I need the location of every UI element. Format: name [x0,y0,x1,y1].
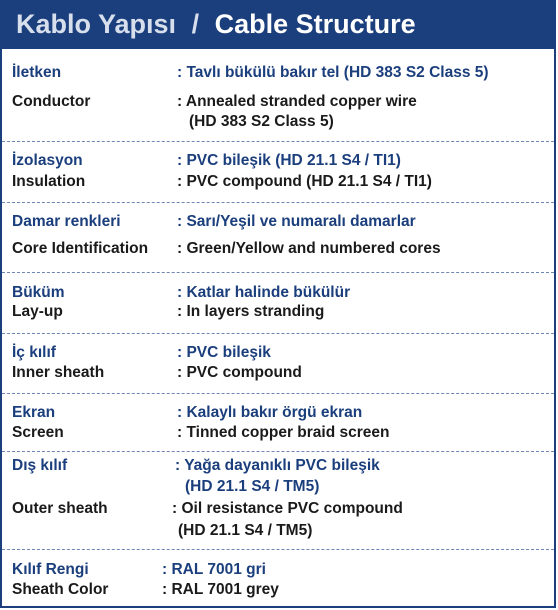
spec-label-en: Inner sheath [12,364,105,381]
row-divider [2,272,554,273]
spec-value-en: : In layers stranding [177,303,325,320]
row-core-id-en [12,240,441,258]
spec-label-en: Sheath Color [12,581,109,598]
spec-value-en: : Green/Yellow and numbered cores [177,240,441,257]
spec-label-tr: Ekran [12,404,56,421]
header-separator: / [191,9,200,39]
spec-value-en-cont: (HD 383 S2 Class 5) [189,113,334,130]
spec-label-tr: Damar renkleri [12,213,121,230]
row-divider [2,549,554,550]
spec-label-en: Outer sheath [12,500,108,517]
row-outer-sheath-en [12,500,403,518]
spec-value-tr: : Tavlı bükülü bakır tel (HD 383 S2 Class 5) [177,64,489,81]
row-divider [2,451,554,452]
spec-label-tr: Dış kılıf [12,457,68,474]
spec-value-en: : Oil resistance PVC compound [172,500,403,517]
row-inner-sheath-tr [12,344,271,362]
row-divider [2,141,554,142]
spec-value-en: : PVC compound (HD 21.1 S4 / TI1) [177,173,432,190]
row-screen-tr [12,404,363,422]
spec-label-tr: Büküm [12,284,65,301]
spec-label-tr: İzolasyon [12,152,83,169]
spec-label-en: Insulation [12,173,86,190]
spec-label-en: Screen [12,424,64,441]
spec-value-tr: : Yağa dayanıklı PVC bileşik [175,457,380,474]
row-insulation-en [12,173,432,191]
spec-value-en: : Tinned copper braid screen [177,424,390,441]
row-sheath-color-en [12,581,279,599]
spec-value-en: : Annealed stranded copper wire [177,93,417,110]
spec-value-en: : RAL 7001 grey [162,581,279,598]
row-divider [2,393,554,394]
spec-value-tr: : Kalaylı bakır örgü ekran [177,404,363,421]
header-title-english: Cable Structure [214,9,416,39]
spec-label-en: Conductor [12,93,91,110]
spec-label-tr: İç kılıf [12,344,56,361]
spec-value-tr-cont: (HD 21.1 S4 / TM5) [185,478,320,495]
spec-value-tr: : PVC bileşik (HD 21.1 S4 / TI1) [177,152,401,169]
row-screen-en [12,424,390,442]
row-core-id-tr [12,213,416,231]
row-layup-tr [12,284,351,302]
row-outer-sheath-tr [12,457,380,475]
row-insulation-tr [12,152,401,170]
row-inner-sheath-en [12,364,302,382]
spec-label-tr: Kılıf Rengi [12,561,89,578]
row-conductor-en [12,93,417,111]
spec-label-tr: İletken [12,64,62,81]
spec-value-tr: : PVC bileşik [177,344,271,361]
spec-value-tr: : Katlar halinde bükülür [177,284,351,301]
row-conductor-tr [12,64,489,82]
row-sheath-color-tr [12,561,266,579]
spec-value-en: : PVC compound [177,364,302,381]
row-divider [2,333,554,334]
header-title-turkish: Kablo Yapısı [16,9,177,39]
spec-value-tr: : Sarı/Yeşil ve numaralı damarlar [177,213,416,230]
row-layup-en [12,303,325,321]
panel-header [0,0,556,49]
spec-value-en-cont: (HD 21.1 S4 / TM5) [178,522,313,539]
spec-value-tr: : RAL 7001 gri [162,561,266,578]
spec-label-en: Core Identification [12,240,149,257]
spec-label-en: Lay-up [12,303,63,320]
row-divider [2,202,554,203]
